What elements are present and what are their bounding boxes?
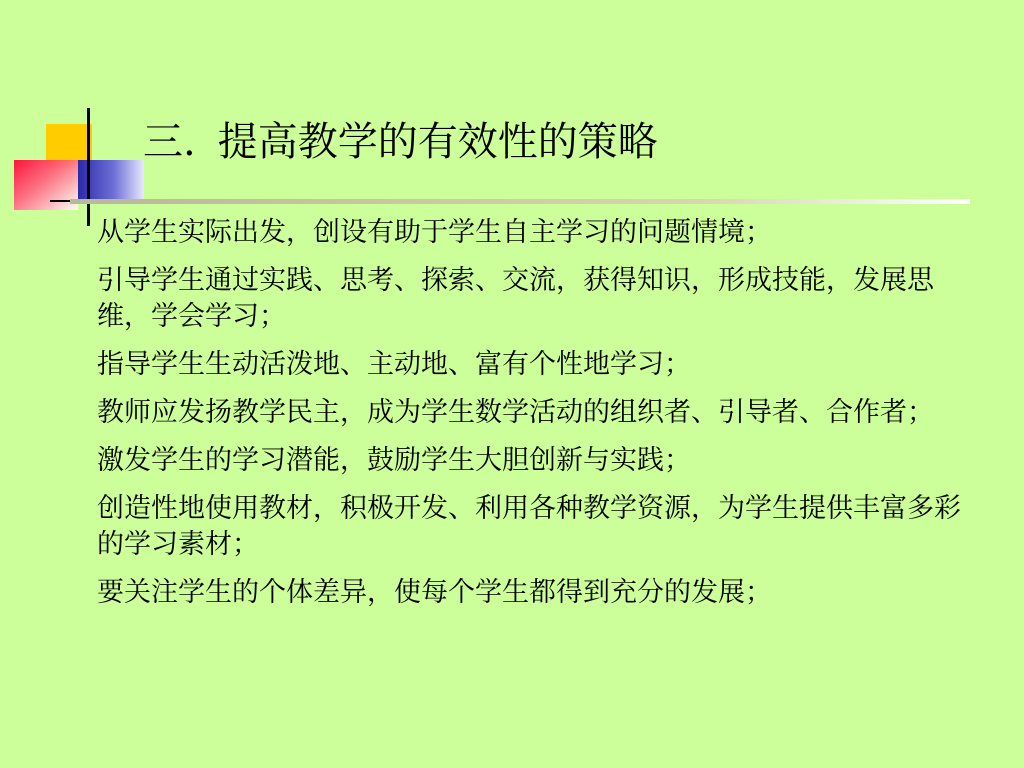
slide-title [143,116,658,168]
vertical-line-decoration [87,108,90,226]
title-underline [70,199,970,204]
corner-decoration [0,0,160,230]
list-item: 教师应发扬教学民主，成为学生数学活动的组织者、引导者、合作者； [97,397,934,428]
list-item: 要关注学生的个体差异，使每个学生都得到充分的发展； [97,577,772,608]
list-item: 指导学生生动活泼地、主动地、富有个性地学习； [97,349,691,380]
strategy-list [97,215,967,623]
list-item: 引导学生通过实践、思考、探索、交流，获得知识，形成技能，发展思维，学会学习； [97,265,934,332]
list-item: 从学生实际出发，创设有助于学生自主学习的问题情境； [97,217,772,248]
list-item: 激发学生的学习潜能，鼓励学生大胆创新与实践； [97,445,691,476]
title-text: 提高教学的有效性的策略 [217,119,658,165]
list-item: 创造性地使用教材，积极开发、利用各种教学资源，为学生提供丰富多彩的学习素材； [97,493,961,560]
title-number: 三. [143,119,196,165]
red-square-decoration [14,160,78,210]
